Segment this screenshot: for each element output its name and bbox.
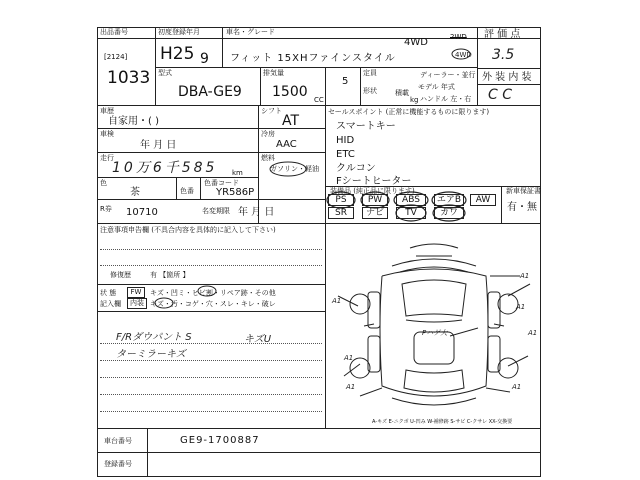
reg-label: 初度登録年月 xyxy=(158,28,200,36)
diagram-legend: A-キズ E-ニクボ U-凹み W-補修跡 S-サビ C-クサレ XX-交換要 xyxy=(372,419,513,425)
equip-tv: TV xyxy=(396,207,426,219)
shift: AT xyxy=(282,113,300,129)
equipment-label: 装備品 (純正品に限ります) xyxy=(330,187,415,195)
fuel-label: 燃料 xyxy=(261,154,275,162)
lot-code: [2124] xyxy=(104,53,128,61)
shape-label: 形状 xyxy=(363,87,377,95)
equip-airbag: エアB xyxy=(434,194,464,206)
handwritten-note-3: ターミラーキズ xyxy=(116,349,186,360)
handle-label: ハンドル 左・右 xyxy=(420,95,472,103)
dealer-label: ディーラー・並行 xyxy=(420,71,476,79)
sales-point-item: スマートキー xyxy=(336,121,396,132)
equip-circles xyxy=(322,189,472,223)
reg-year: H25 xyxy=(160,44,195,64)
damage-mark: A1 xyxy=(516,303,526,311)
cap: 5 xyxy=(342,76,349,87)
inspect-label: 車検 xyxy=(100,130,114,138)
reg-month: 9 xyxy=(200,51,209,67)
model-key-label: モデル 年式 xyxy=(418,83,455,91)
repair-value: 有 【箇所 】 xyxy=(150,271,190,279)
equip-sr: SR xyxy=(328,207,354,219)
equip-ps: PS xyxy=(328,194,354,206)
drive-struck: 2WD xyxy=(450,33,467,41)
r-label: R券 xyxy=(100,205,112,213)
ext-int: C C xyxy=(488,87,513,103)
score: 3.5 xyxy=(492,47,515,63)
reg-no-label: 登録番号 xyxy=(104,460,132,468)
type-label: 車歴 xyxy=(100,107,114,115)
fuel-circle xyxy=(268,160,308,178)
color-no-label: 色番 xyxy=(180,187,194,195)
mileage-unit: km xyxy=(232,169,243,177)
handwritten-note-1: F/Rダウパント S xyxy=(116,332,192,343)
damage-mark: A1 xyxy=(520,272,530,280)
type: 自家用・( ) xyxy=(108,116,159,127)
ext-int-label: 外 装 内 装 xyxy=(482,72,532,83)
chassis-label: 車台番号 xyxy=(104,437,132,445)
car-name-label: 車名・グレード xyxy=(226,28,275,36)
mileage-label: 走行 xyxy=(100,154,114,162)
chassis: GE9-1700887 xyxy=(180,435,260,446)
name-change: 年 月 日 xyxy=(238,207,275,218)
notes-label: 注意事項申告欄 (不具合内容を具体的に記入して下さい) xyxy=(100,226,276,234)
damage-mark: A1 xyxy=(332,297,342,305)
repair-label: 修復歴 xyxy=(110,271,131,279)
score-label: 評 価 点 xyxy=(484,29,521,40)
status-label: 状 態 xyxy=(100,289,117,297)
equip-navi: ナビ xyxy=(362,207,388,219)
handwritten-note-2: キズU xyxy=(244,334,272,345)
cap-label: 定員 xyxy=(363,69,377,77)
status-fw: FW xyxy=(127,287,145,298)
status-items: キズ・凹ミ・ヒビ割・リペア跡・その他 xyxy=(150,289,276,297)
damage-mark: A1 xyxy=(346,383,356,391)
damage-mark: A1 xyxy=(344,354,354,362)
entry-items: キズ・汚・コゲ・穴・スレ・キレ・破レ xyxy=(150,300,276,308)
status-circles xyxy=(150,284,230,314)
lot-label: 出品番号 xyxy=(100,28,128,36)
entry-label: 記入欄 xyxy=(100,300,121,308)
svg-text:4WD: 4WD xyxy=(455,51,472,59)
new-manual-label: 新車保証書 xyxy=(506,187,541,195)
disp: 1500 xyxy=(272,84,308,100)
drive-circle xyxy=(450,47,472,61)
ac-label: 冷房 xyxy=(261,130,275,138)
model-label: 型式 xyxy=(158,69,172,77)
disp-label: 排気量 xyxy=(263,69,284,77)
drive: 4WD xyxy=(404,37,428,48)
damage-mark-paint: Pハゲ大 xyxy=(422,329,448,337)
damage-mark: A1 xyxy=(512,383,522,391)
equip-aw: AW xyxy=(470,194,496,206)
sales-point-item: クルコン xyxy=(336,163,376,174)
mileage: 10万6千585 xyxy=(112,160,218,176)
inspect: 年 月 日 xyxy=(140,140,177,151)
disp-unit: CC xyxy=(314,96,324,104)
equip-abs: ABS xyxy=(396,194,426,206)
new-manual: 有・無 xyxy=(507,202,537,213)
damage-mark: A1 xyxy=(528,329,538,337)
load-unit: kg xyxy=(410,96,419,104)
sales-points-label: セールスポイント (正常に機能するものに限ります) xyxy=(328,108,490,116)
ac: AAC xyxy=(276,139,297,150)
entry-interior: 内装 xyxy=(127,298,147,309)
sales-point-item: HID xyxy=(336,135,355,146)
color-code-label: 色番コード xyxy=(204,179,239,187)
sales-point-item: Fシートヒーター xyxy=(336,176,412,187)
color-label: 色 xyxy=(100,179,107,187)
sales-point-item: ETC xyxy=(336,149,355,160)
car-name: フィット 15XHファインスタイル xyxy=(230,53,396,64)
equip-pw: PW xyxy=(362,194,388,206)
load-label: 積載 xyxy=(395,89,409,97)
r-value: 10710 xyxy=(126,207,158,218)
equip-kawa: カワ xyxy=(434,207,464,219)
model: DBA-GE9 xyxy=(178,84,242,100)
fuel: ガソリン・軽油 xyxy=(270,165,319,173)
name-change-label: 名変期限 xyxy=(202,207,230,215)
color-code: YR586P xyxy=(216,187,255,198)
color: 茶 xyxy=(130,187,140,198)
lot-number: 1033 xyxy=(107,68,151,88)
shift-label: シフト xyxy=(261,107,282,115)
